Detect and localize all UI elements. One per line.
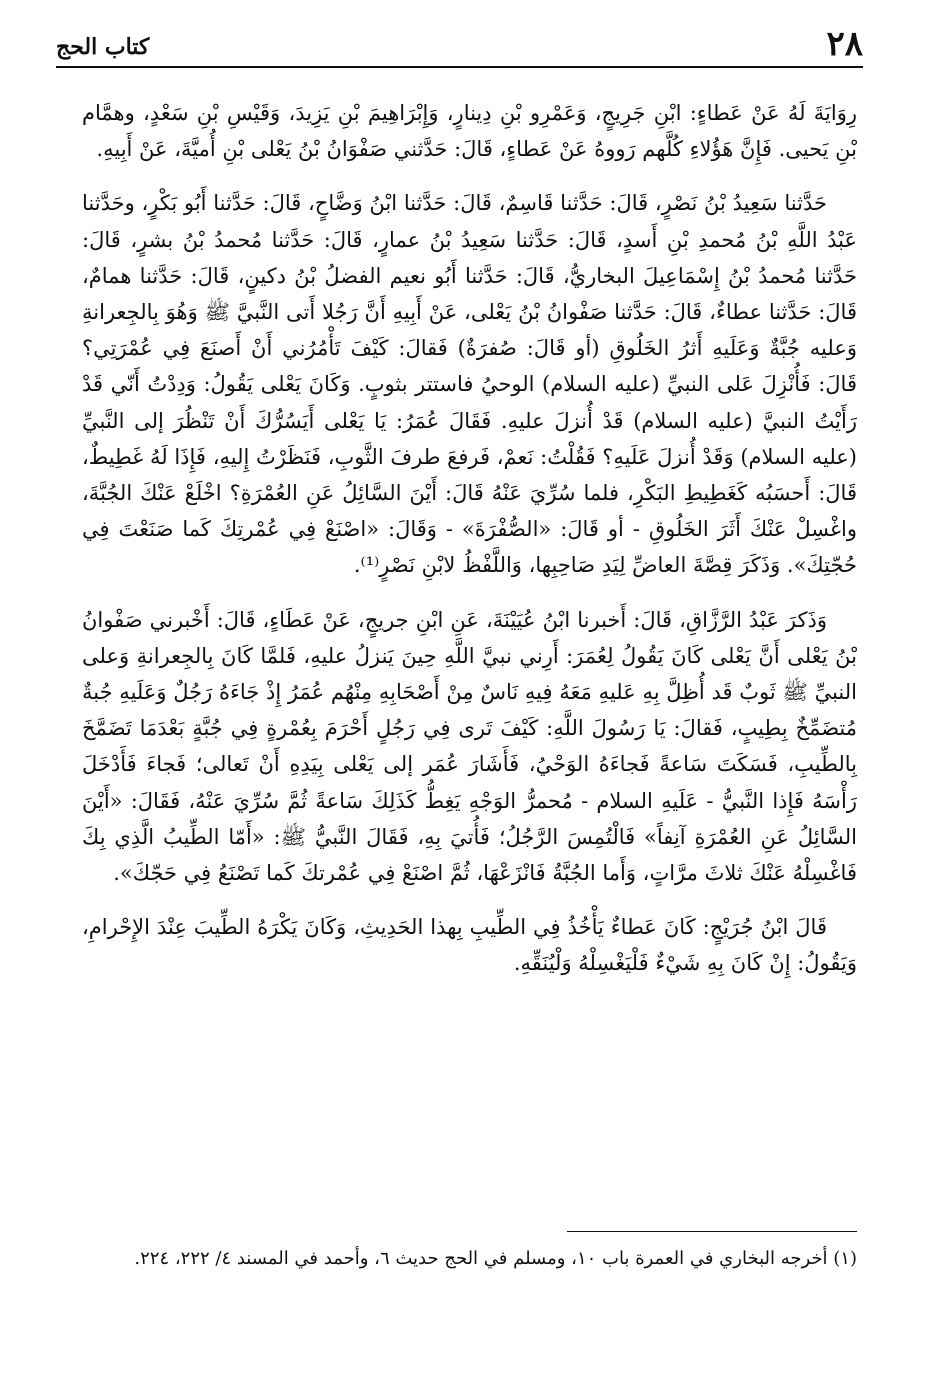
paragraph-3: وَذَكرَ عَبْدُ الرَّزَّاقِ، قَالَ: أَخبرنا ابْنُ عُيَيْنَةَ، عَنِ ابْنِ جريجٍ، عَنْ عَطَاءٍ، قَالَ: أَخْبرني صَفْوانُ بْنُ يَعْلى أَنَّ يَعْلى كَانَ يَقُولُ لِعُمَرَ: أَرِني نبيَّ اللَّهِ حِينَ يَنزلُ عليهِ، فَلمَّا كَانَ بِالجِعرانةِ وَعلى النبيِّ ﷺ ثَوبٌ قَد أُظِلَّ بِهِ عَليهِ مَعَهُ فِيهِ نَاسٌ مِنْ أَصْحَابِهِ مِنْهُم عُمَرُ إِذْ جَاءَهُ رَجُلٌ وَعَلَيهِ جُبةٌ مُتضَمِّخٌ بِطِيبٍ، فَقالَ: يَا رَسُولَ اللَّهِ: كَيْفَ تَرى فِي رَجُلٍ أَحْرَمَ بِعُمْرةٍ فِي جُبَّةٍ بَعْدَمَا تَضَمَّخَ بِالطِّيبِ، فَسَكَتَ سَاعةً فَجاءَهُ الوَحْيُ، فَأَشَارَ عُمَر إلى يَعْلى بِيَدِهِ أَنْ تَعالى؛ فَجاءَ فَأَدْخَلَ رَأْسَهُ فَإِذا النَّبيُّ - عَلَيهِ السلام - مُحمرُّ الوَجْهِ يَغِطُّ كَذَلِكَ سَاعةً ثُمَّ سُرِّيَ عَنْهُ، فَقَالَ: «أَيْنَ السَّائِلُ عَنِ العُمْرَةِ آنِفاً» فَالْتُمِسَ الرَّجُلُ؛ فَأُتيَ بِهِ، فَقَالَ النَّبيُّ ﷺ: «أَمّا الطِّيبُ الَّذِي بِكَ فَاغْسِلْهُ عَنْكَ ثلاثَ مرَّاتٍ، وَأَما الجُبَّةُ فَانْزَعْهَا، ثُمَّ اصْنَعْ فِي عُمْرتكَ كَما تَصْنَعُ فِي حَجّكَ». xyxy=(82,607,857,886)
footnote-separator xyxy=(567,1231,857,1232)
page-number: ٢٨ xyxy=(826,24,863,64)
page-header xyxy=(56,22,863,70)
running-title: كتاب الحج xyxy=(56,34,150,60)
main-text xyxy=(82,95,857,1000)
paragraph-2: حَدَّثنا سَعِيدُ بْنُ نَصْرٍ، قَالَ: حَدَّثنا قَاسِمٌ، قَالَ: حَدَّثنا ابْنُ وَضَّاحٍ، قَالَ: حَدَّثنا أَبُو بَكْرٍ، وحَدَّثنا عَبْدُ اللَّهِ بْنُ مُحمدِ بْنِ أَسدٍ، قَالَ: حَدَّثنا سَعِيدُ بْنُ عمارٍ، قَالَ: حَدَّثنا مُحمدُ بْنُ بشرٍ، قَالَ: حَدَّثنا مُحمدُ بْنُ إِسْمَاعِيلَ البخاريُّ، قَالَ: حَدَّثنا أَبُو نعيم الفضلُ بْنُ دكينٍ، قَالَ: حَدَّثنا همامٌ، قَالَ: حَدَّثنا عطاءٌ، قَالَ: حَدَّثنا صَفْوانُ بْنُ يَعْلى، عَنْ أَبِيهِ أَنَّ رَجُلا أَتى النَّبيَّ ﷺ وَهُوَ بِالجِعرانةِ وَعليه جُبَّةٌ وَعَلَيهِ أَثرُ الخَلُوقِ (أو قَالَ: صُفرَةٌ) فَقالَ: كَيْفَ تَأْمُرُني أَنْ أَصنَعَ فِي عُمْرَتِي؟ قَالَ: فَأُنْزِلَ عَلى النبيِّ (عليه السلام) الوحيُ فاستتر بثوبٍ. وَكَانَ يَعْلى يَقُولُ: وَدِدْتُ أَنّي قَدْ رَأَيْتُ النبيَّ (عليه السلام) قَدْ أُنزلَ عليهِ. فَقَالَ عُمَرُ: يَا يَعْلى أَيَسُرُّكَ أَنْ تَنْظُرَ إلى النَّبيِّ (عليه السلام) وَقَدْ أُنزلَ عَلَيهِ؟ فَقُلْتُ: نَعمْ، فَرفعَ طرفَ الثَّوبِ، فَنَظَرْتُ إِليهِ، فَإِذَا لَهُ غَطِيطٌ، قَالَ: أَحسَبُه كَغَطِيطِ البَكْرِ، فلما سُرِّيَ عَنْهُ قَالَ: أَيْنَ السَّائِلُ عَنِ العُمْرَةِ؟ اخْلَعْ عَنْكَ الجُبَّةَ، واغْسِلْ عَنْكَ أَثَرَ الخَلُوقِ - أو قَالَ: «الصُّفْرَةَ» - وَقَالَ: «اصْنَعْ فِي عُمْرتِكَ كَما صَنَعْتَ فِي حُجّتِكَ». وَذَكَرَ قِصَّةَ العاضِّ لِيَدِ صَاحِبِها، وَاللَّفْظُ لابْنِ نَصْرٍ⁽¹⁾. xyxy=(82,191,857,578)
paragraph-4: قَالَ ابْنُ جُرَيْجٍ: كَانَ عَطاءٌ يَأْخُذُ فِي الطِّيبِ بِهذا الحَدِيثِ، وَكَانَ يَكْرَهُ الطِّيبَ عِنْدَ الإِحْرامِ، وَيَقُولُ: إِنْ كَانَ بِهِ شَيْءٌ فَلْيَغْسِلْهُ وَلْيُنَقِّهِ. xyxy=(82,915,857,976)
footnote: (١) أخرجه البخاري في العمرة باب ١٠، ومسلم في الحج حديث ٦، وأحمد في المسند ٤/ ٢٢٢، ٢٢٤. xyxy=(134,1248,857,1269)
header-rule xyxy=(56,66,863,68)
paragraph-1: رِوَايَةَ لَهُ عَنْ عَطاءٍ: ابْنِ جَرِيجٍ، وَعَمْرِو بْنِ دِينارٍ، وَإِبْرَاهِيمَ بْنِ يَزِيدَ، وَقَيْسِ بْنِ سَعْدٍ، وهمَّام بْنِ يَحيى. فَإِنَّ هَؤُلاءِ كُلَّهم رَووهُ عَنْ عَطاءٍ، قَالَ: حَدَّثني صَفْوَانُ بْنُ يَعْلى بْنِ أُميَّةَ، عَنْ أَبِيهِ. xyxy=(82,101,857,162)
